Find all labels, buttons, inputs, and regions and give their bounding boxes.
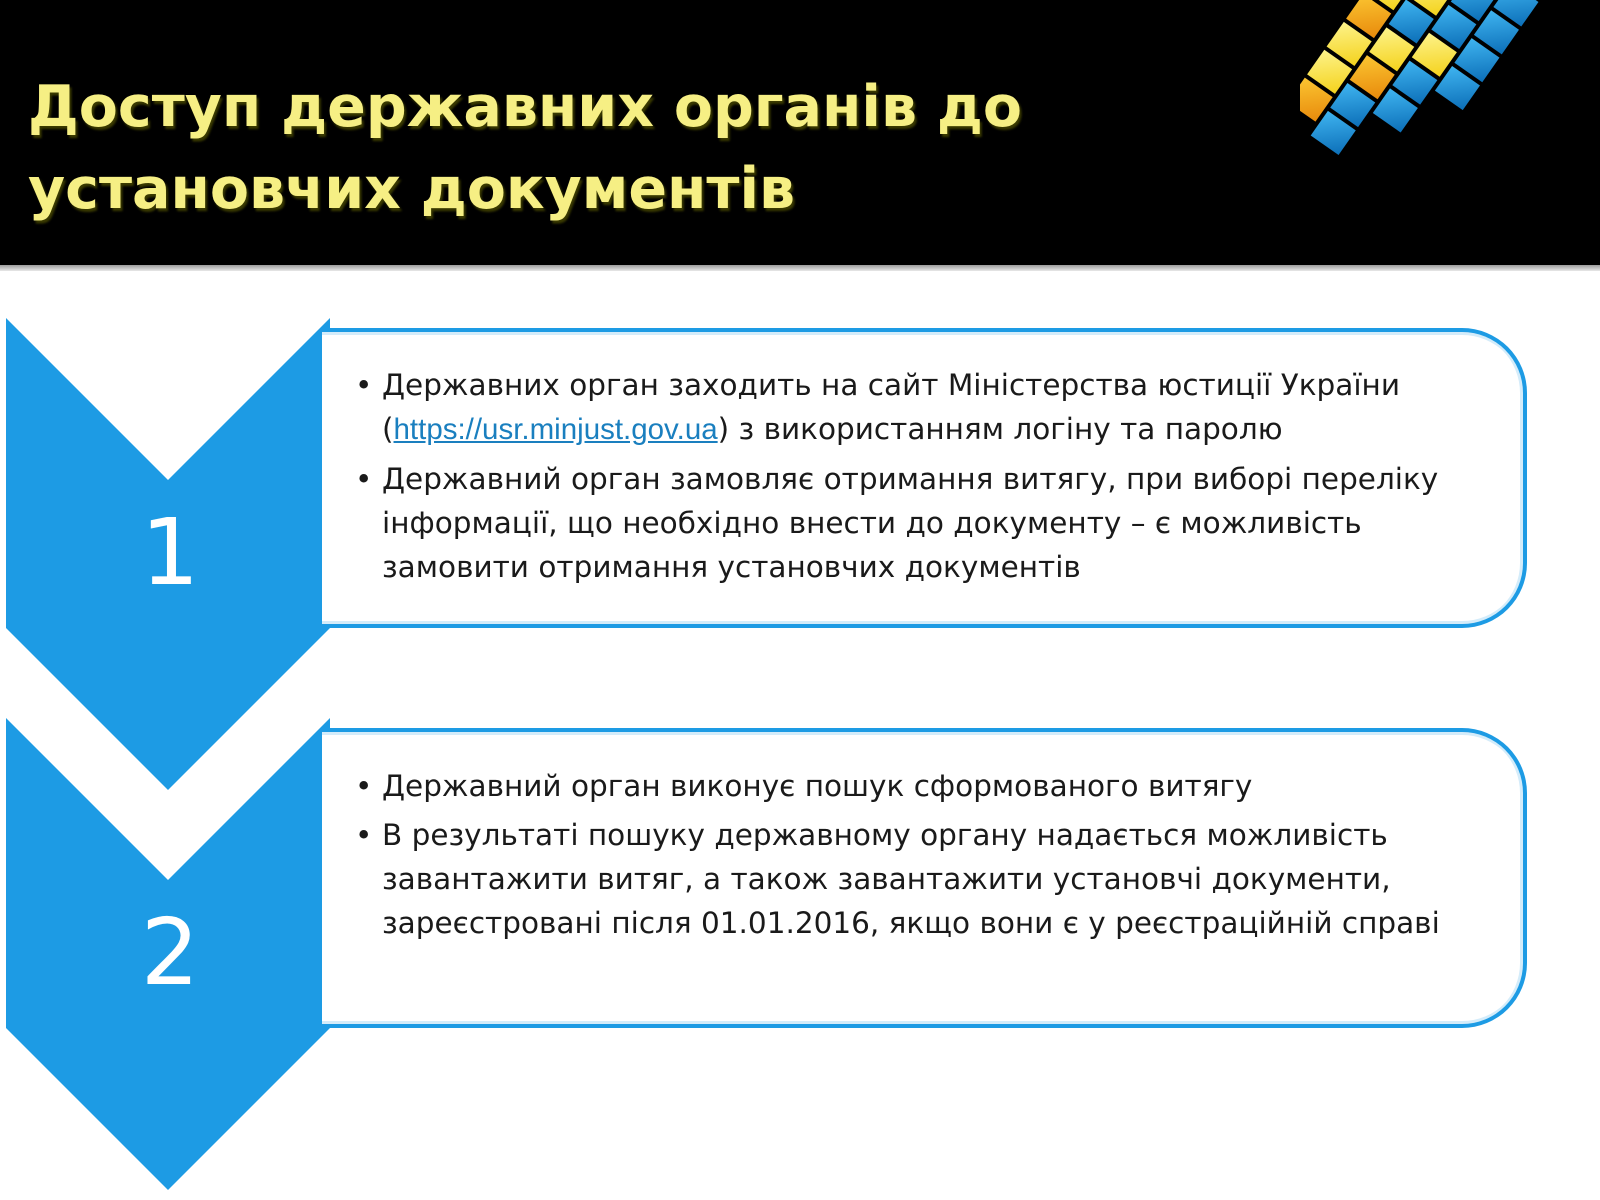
slide-title: Доступ державних органів до установчих документів <box>28 74 1023 222</box>
step-number-2: 2 <box>140 899 200 1006</box>
bullet-text: Державних орган заходить на сайт Міністерства юстиції України ( <box>382 368 1400 446</box>
bullet-text: В результаті пошуку державному органу надається можливість завантажити витяг, а також завантажити установчі документи, зареєстровані після 01.01.2016, якщо вони є у реєстраційній справі <box>382 818 1440 940</box>
step-1-bullets <box>355 363 1495 594</box>
bullet-text: ) з використанням логіну та паролю <box>717 412 1283 446</box>
bullet-item <box>355 813 1495 945</box>
bullet-item <box>355 363 1495 452</box>
bullet-text: Державний орган замовляє отримання витягу, при виборі переліку інформації, що необхідно внести до документу – є можливість замовити отримання установчих документів <box>382 462 1439 584</box>
bullet-text: Державний орган виконує пошук сформованого витягу <box>382 769 1253 803</box>
bullet-item <box>355 457 1495 589</box>
minjust-link[interactable]: https://usr.minjust.gov.ua <box>393 413 718 446</box>
bullet-item <box>355 764 1495 808</box>
step-2-bullets <box>355 764 1495 950</box>
step-number-1: 1 <box>140 499 200 606</box>
